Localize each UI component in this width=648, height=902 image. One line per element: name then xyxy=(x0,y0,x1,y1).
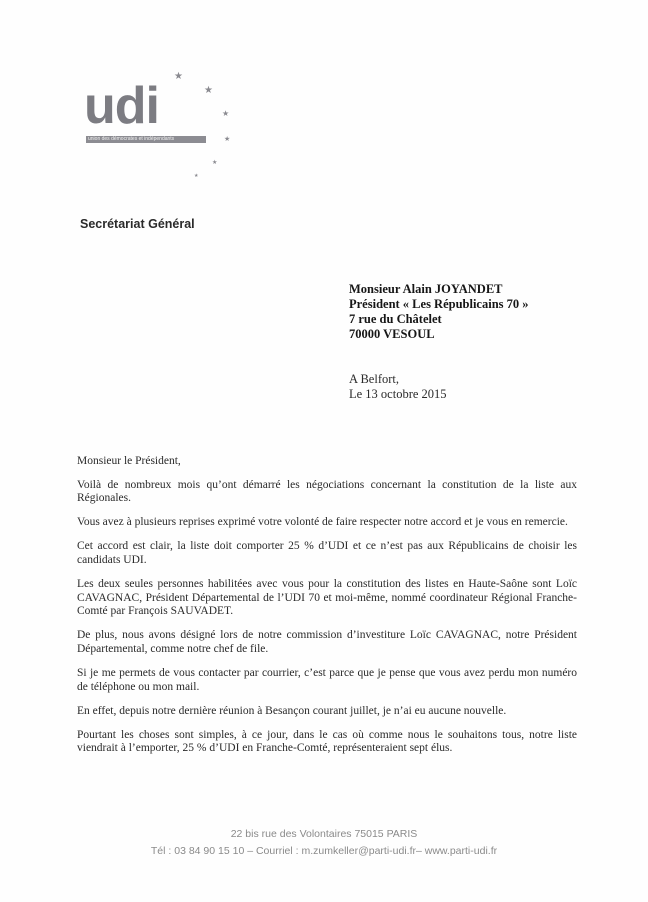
paragraph: De plus, nous avons désigné lors de notre commission d’investiture Loïc CAVAGNAC, notre Président Départemental, comme notre chef de file. xyxy=(77,629,577,655)
paragraph: Pourtant les choses sont simples, à ce jour, dans le cas où comme nous le souhaitons tous, notre liste viendrait à l’emporter, 25 % d’UDI en Franche-Comté, représenteraient sept élus. xyxy=(77,728,577,755)
paragraph: Vous avez à plusieurs reprises exprimé votre volonté de faire respecter notre accord et je vous en remercie. xyxy=(77,516,568,529)
letter-body xyxy=(77,455,577,767)
logo-word: udi xyxy=(84,77,159,135)
department-title: Secrétariat Général xyxy=(80,217,195,231)
addressee-city: 70000 VESOUL xyxy=(349,327,435,341)
star-icon: ★ xyxy=(194,173,199,179)
letter-footer xyxy=(0,826,648,860)
place-date-block xyxy=(349,372,447,402)
star-icon: ★ xyxy=(204,85,213,96)
addressee-block xyxy=(349,282,529,342)
logo-tagline: union des démocrates et indépendants xyxy=(86,136,206,143)
date: Le 13 octobre 2015 xyxy=(349,387,447,401)
addressee-name: Monsieur Alain JOYANDET xyxy=(349,282,503,296)
paragraph: Cet accord est clair, la liste doit comporter 25 % d’UDI et ce n’est pas aux Républicains de choisir les candidats UDI. xyxy=(77,540,577,566)
addressee-title: Président « Les Républicains 70 » xyxy=(349,297,529,311)
paragraph: En effet, depuis notre dernière réunion à Besançon courant juillet, je n’ai eu aucune nouvelle. xyxy=(77,704,507,717)
footer-contact: Tél : 03 84 90 15 10 – Courriel : m.zumkeller@parti-udi.fr– www.parti-udi.fr xyxy=(150,845,498,857)
paragraph: Voilà de nombreux mois qu’ont démarré les négociations concernant la constitution de la liste aux Régionales. xyxy=(77,478,577,505)
place: A Belfort, xyxy=(349,372,399,386)
footer-address: 22 bis rue des Volontaires 75015 PARIS xyxy=(230,828,418,840)
addressee-street: 7 rue du Châtelet xyxy=(349,312,442,326)
udi-logo xyxy=(84,68,244,188)
star-icon: ★ xyxy=(222,109,230,118)
star-icon: ★ xyxy=(174,71,183,82)
salutation: Monsieur le Président, xyxy=(77,455,181,467)
star-icon: ★ xyxy=(224,135,231,143)
paragraph: Si je me permets de vous contacter par courrier, c’est parce que je pense que vous avez perdu mon numéro de téléphone ou mon mail. xyxy=(77,667,577,693)
star-icon: ★ xyxy=(212,159,218,166)
paragraph: Les deux seules personnes habilitées avec vous pour la constitution des listes en Haute-Saône sont Loïc CAVAGNAC, Président Départemental de l’UDI 70 et moi-même, nommé coordinateur Régional Franche-Comté par François SAUVADET. xyxy=(77,578,577,618)
